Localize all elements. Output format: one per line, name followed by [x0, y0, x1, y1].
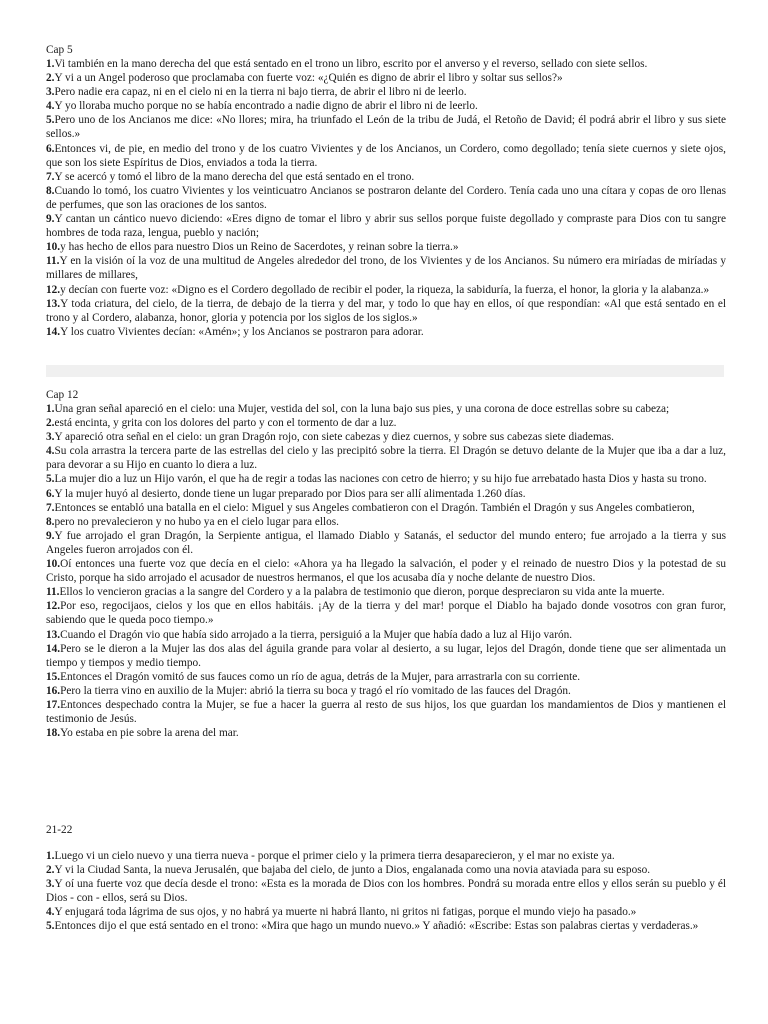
verse-number: 15. — [46, 670, 61, 683]
verse — [46, 283, 726, 297]
verse-number: 6. — [46, 487, 55, 500]
verse-list — [46, 57, 726, 339]
verse-text: Y en la visión oí la voz de una multitud de Angeles alrededor del trono, de los Vivientes y de los Ancianos. Su número era miríadas de miríadas y millares de millares, — [46, 255, 726, 282]
verse-number: 4. — [46, 445, 55, 458]
verse-number: 4. — [46, 100, 55, 113]
verse-text: Y apareció otra señal en el cielo: un gran Dragón rojo, con siete cabezas y diez cuernos, y sobre sus cabezas siete diademas. — [54, 431, 614, 444]
verse — [46, 142, 726, 170]
verse-text: está encinta, y grita con los dolores del parto y con el tormento de dar a luz. — [54, 417, 397, 430]
verse — [46, 71, 726, 85]
verse-number: 16. — [46, 684, 61, 697]
verse-text: Y enjugará toda lágrima de sus ojos, y no habrá ya muerte ni habrá llanto, ni gritos ni fatigas, porque el mundo viejo ha pasado.» — [54, 906, 637, 919]
verse — [46, 863, 726, 877]
verse — [46, 628, 726, 642]
verse — [46, 557, 726, 585]
verse-text: Yo estaba en pie sobre la arena del mar. — [60, 727, 239, 740]
verse-number: 3. — [46, 86, 55, 99]
section-cap-12 — [46, 388, 726, 740]
verse — [46, 585, 726, 599]
verse — [46, 849, 726, 863]
verse-number: 3. — [46, 878, 55, 891]
verse-number: 11. — [46, 586, 60, 599]
verse — [46, 487, 726, 501]
verse — [46, 85, 726, 99]
verse — [46, 254, 726, 282]
verse-number: 9. — [46, 213, 55, 226]
verse — [46, 240, 726, 254]
verse-text: Y oí una fuerte voz que decía desde el trono: «Esta es la morada de Dios con los hombres. Pondrá su morada entre ellos y ellos serán su pueblo y él Dios - con - ellos, será su Dios. — [46, 878, 726, 905]
section-cap-21-22 — [46, 823, 726, 934]
verse — [46, 212, 726, 240]
verse — [46, 99, 726, 113]
verse — [46, 472, 726, 486]
verse-number: 1. — [46, 58, 55, 70]
verse — [46, 57, 726, 71]
verse-text: Entonces dijo el que está sentado en el trono: «Mira que hago un mundo nuevo.» Y añadió: «Escribe: Estas son palabras ciertas y verdaderas.» — [54, 920, 699, 933]
verse-number: 13. — [46, 297, 61, 310]
verse-number: 7. — [46, 170, 55, 183]
verse-text: Entonces despechado contra la Mujer, se fue a hacer la guerra al resto de sus hijos, los que guardan los mandamientos de Dios y mantienen el testimonio de Jesús. — [46, 698, 726, 726]
verse-text: Y yo lloraba mucho porque no se había encontrado a nadie digno de abrir el libro ni de leerlo. — [54, 100, 478, 113]
verse-number: 1. — [46, 403, 55, 415]
verse-text: Y toda criatura, del cielo, de la tierra, de debajo de la tierra y del mar, y todo lo que hay en ellos, oí que respondían: «Al que está sentado en el trono y al Cordero, alabanza, honor, gloria y potencia por los siglos de los siglos.» — [46, 297, 726, 324]
verse — [46, 529, 726, 557]
verse-number: 10. — [46, 558, 61, 571]
verse-text: Y los cuatro Vivientes decían: «Amén»; y los Ancianos se postraron para adorar. — [60, 325, 424, 338]
verse-list — [46, 402, 726, 740]
verse-text: Entonces se entabló una batalla en el cielo: Miguel y sus Angeles combatieron con el Dragón. También el Dragón y sus Angeles combatieron, — [54, 501, 695, 514]
verse — [46, 113, 726, 141]
verse-text: Pero uno de los Ancianos me dice: «No llores; mira, ha triunfado el León de la tribu de Judá, el Retoño de David; él podrá abrir el libro y sus siete sellos.» — [46, 114, 726, 141]
verse-number: 2. — [46, 72, 55, 85]
verse-text: y has hecho de ellos para nuestro Dios un Reino de Sacerdotes, y reinan sobre la tierra.» — [60, 241, 459, 254]
verse-number: 9. — [46, 529, 55, 542]
verse-number: 2. — [46, 417, 55, 430]
verse — [46, 402, 726, 416]
verse-text: Y fue arrojado el gran Dragón, la Serpiente antigua, el llamado Diablo y Satanás, el seductor del mundo entero; fue arrojado a la tierra y sus Angeles fueron arrojados con él. — [46, 529, 726, 556]
verse-number: 7. — [46, 501, 55, 514]
verse — [46, 726, 726, 740]
verse — [46, 515, 726, 529]
verse-text: pero no prevalecieron y no hubo ya en el cielo lugar para ellos. — [54, 515, 339, 528]
verse — [46, 698, 726, 726]
verse — [46, 905, 726, 919]
verse — [46, 444, 726, 472]
verse-number: 6. — [46, 142, 55, 155]
verse-text: Y vi la Ciudad Santa, la nueva Jerusalén, que bajaba del cielo, de junto a Dios, engalanada como una novia ataviada para su esposo. — [54, 864, 651, 877]
section-title: 21-22 — [46, 824, 73, 836]
verse-number: 5. — [46, 114, 55, 127]
verse — [46, 297, 726, 325]
verse-text: Y cantan un cántico nuevo diciendo: «Eres digno de tomar el libro y abrir sus sellos porque fuiste degollado y compraste para Dios con tu sangre hombres de toda raza, lengua, pueblo y nación; — [46, 213, 726, 240]
verse — [46, 416, 726, 430]
verse-text: Pero se le dieron a la Mujer las dos alas del águila grande para volar al desierto, a su lugar, lejos del Dragón, donde tiene que ser alimentada un tiempo y tiempos y medio tiempo. — [46, 642, 726, 669]
verse-text: Su cola arrastra la tercera parte de las estrellas del cielo y las precipitó sobre la tierra. El Dragón se detuvo delante de la Mujer que iba a dar a luz, para devorar a su Hijo en cuanto lo diera a luz. — [46, 445, 726, 472]
verse-text: Y se acercó y tomó el libro de la mano derecha del que está sentado en el trono. — [54, 170, 415, 183]
verse-number: 11. — [46, 255, 60, 268]
verse-number: 8. — [46, 184, 55, 197]
verse-text: Vi también en la mano derecha del que está sentado en el trono un libro, escrito por el anverso y el reverso, sellado con siete sellos. — [54, 58, 648, 70]
section-divider — [46, 365, 724, 377]
verse — [46, 919, 726, 933]
verse-text: Ellos lo vencieron gracias a la sangre del Cordero y a la palabra de testimonio que dieron, porque despreciaron su vida ante la muerte. — [59, 586, 665, 599]
verse-text: La mujer dio a luz un Hijo varón, el que ha de regir a todas las naciones con cetro de hierro; y su hijo fue arrebatado hasta Dios y hasta su trono. — [54, 473, 707, 486]
section-title: Cap 5 — [46, 44, 73, 56]
verse — [46, 877, 726, 905]
verse-number: 5. — [46, 473, 55, 486]
verse-number: 4. — [46, 906, 55, 919]
verse — [46, 684, 726, 698]
verse-text: Pero la tierra vino en auxilio de la Mujer: abrió la tierra su boca y tragó el río vomitado de las fauces del Dragón. — [60, 684, 571, 697]
verse-text: Pero nadie era capaz, ni en el cielo ni en la tierra ni bajo tierra, de abrir el libro ni de leerlo. — [54, 86, 467, 99]
verse — [46, 670, 726, 684]
verse-number: 18. — [46, 727, 61, 740]
verse — [46, 430, 726, 444]
verse — [46, 325, 726, 339]
verse-number: 1. — [46, 850, 55, 862]
verse-text: Entonces el Dragón vomitó de sus fauces como un río de agua, detrás de la Mujer, para arrastrarla con su corriente. — [60, 670, 581, 683]
verse — [46, 599, 726, 627]
verse-text: Cuando lo tomó, los cuatro Vivientes y los veinticuatro Ancianos se postraron delante del Cordero. Tenía cada uno una cítara y copas de oro llenas de perfumes, que son las oraciones de los santos. — [46, 184, 726, 211]
verse-number: 12. — [46, 283, 61, 296]
verse-text: y decían con fuerte voz: «Digno es el Cordero degollado de recibir el poder, la riqueza, la sabiduría, la fuerza, el honor, la gloria y la alabanza.» — [60, 283, 710, 296]
verse-number: 17. — [46, 698, 61, 711]
verse-number: 8. — [46, 515, 55, 528]
section-title: Cap 12 — [46, 389, 79, 401]
verse-text: Y la mujer huyó al desierto, donde tiene un lugar preparado por Dios para ser allí alimentada 1.260 días. — [54, 487, 526, 500]
verse-number: 14. — [46, 325, 61, 338]
verse-number: 2. — [46, 864, 55, 877]
verse-number: 10. — [46, 241, 61, 254]
verse-text: Oí entonces una fuerte voz que decía en el cielo: «Ahora ya ha llegado la salvación, el poder y el reinado de nuestro Dios y la potestad de su Cristo, porque ha sido arrojado el acusador de nuestros hermanos, el que los acusaba día y noche delante de nuestro Dios. — [46, 558, 726, 585]
verse-text: Cuando el Dragón vio que había sido arrojado a la tierra, persiguió a la Mujer que había dado a luz al Hijo varón. — [60, 628, 573, 641]
verse-text: Por eso, regocijaos, cielos y los que en ellos habitáis. ¡Ay de la tierra y del mar! porque el Diablo ha bajado donde vosotros con gran furor, sabiendo que le queda poco tiempo.» — [46, 600, 726, 627]
verse-number: 5. — [46, 920, 55, 933]
verse-number: 3. — [46, 431, 55, 444]
verse-text: Y vi a un Angel poderoso que proclamaba con fuerte voz: «¿Quién es digno de abrir el libro y soltar sus sellos?» — [54, 72, 563, 85]
section-cap-5 — [46, 43, 726, 339]
verse-number: 12. — [46, 600, 61, 613]
verse — [46, 642, 726, 670]
verse-text: Luego vi un cielo nuevo y una tierra nueva - porque el primer cielo y la primera tierra desaparecieron, y el mar no existe ya. — [54, 850, 615, 862]
verse-text: Entonces vi, de pie, en medio del trono y de los cuatro Vivientes y de los Ancianos, un Cordero, como degollado; tenía siete cuernos y siete ojos, que son los siete Espíritus de Dios, enviados a toda la tierra. — [46, 142, 726, 169]
verse-text: Una gran señal apareció en el cielo: una Mujer, vestida del sol, con la luna bajo sus pies, y una corona de doce estrellas sobre su cabeza; — [54, 403, 670, 415]
verse — [46, 184, 726, 212]
verse-number: 14. — [46, 642, 61, 655]
verse-number: 13. — [46, 628, 61, 641]
verse-list — [46, 849, 726, 934]
verse — [46, 501, 726, 515]
verse — [46, 170, 726, 184]
